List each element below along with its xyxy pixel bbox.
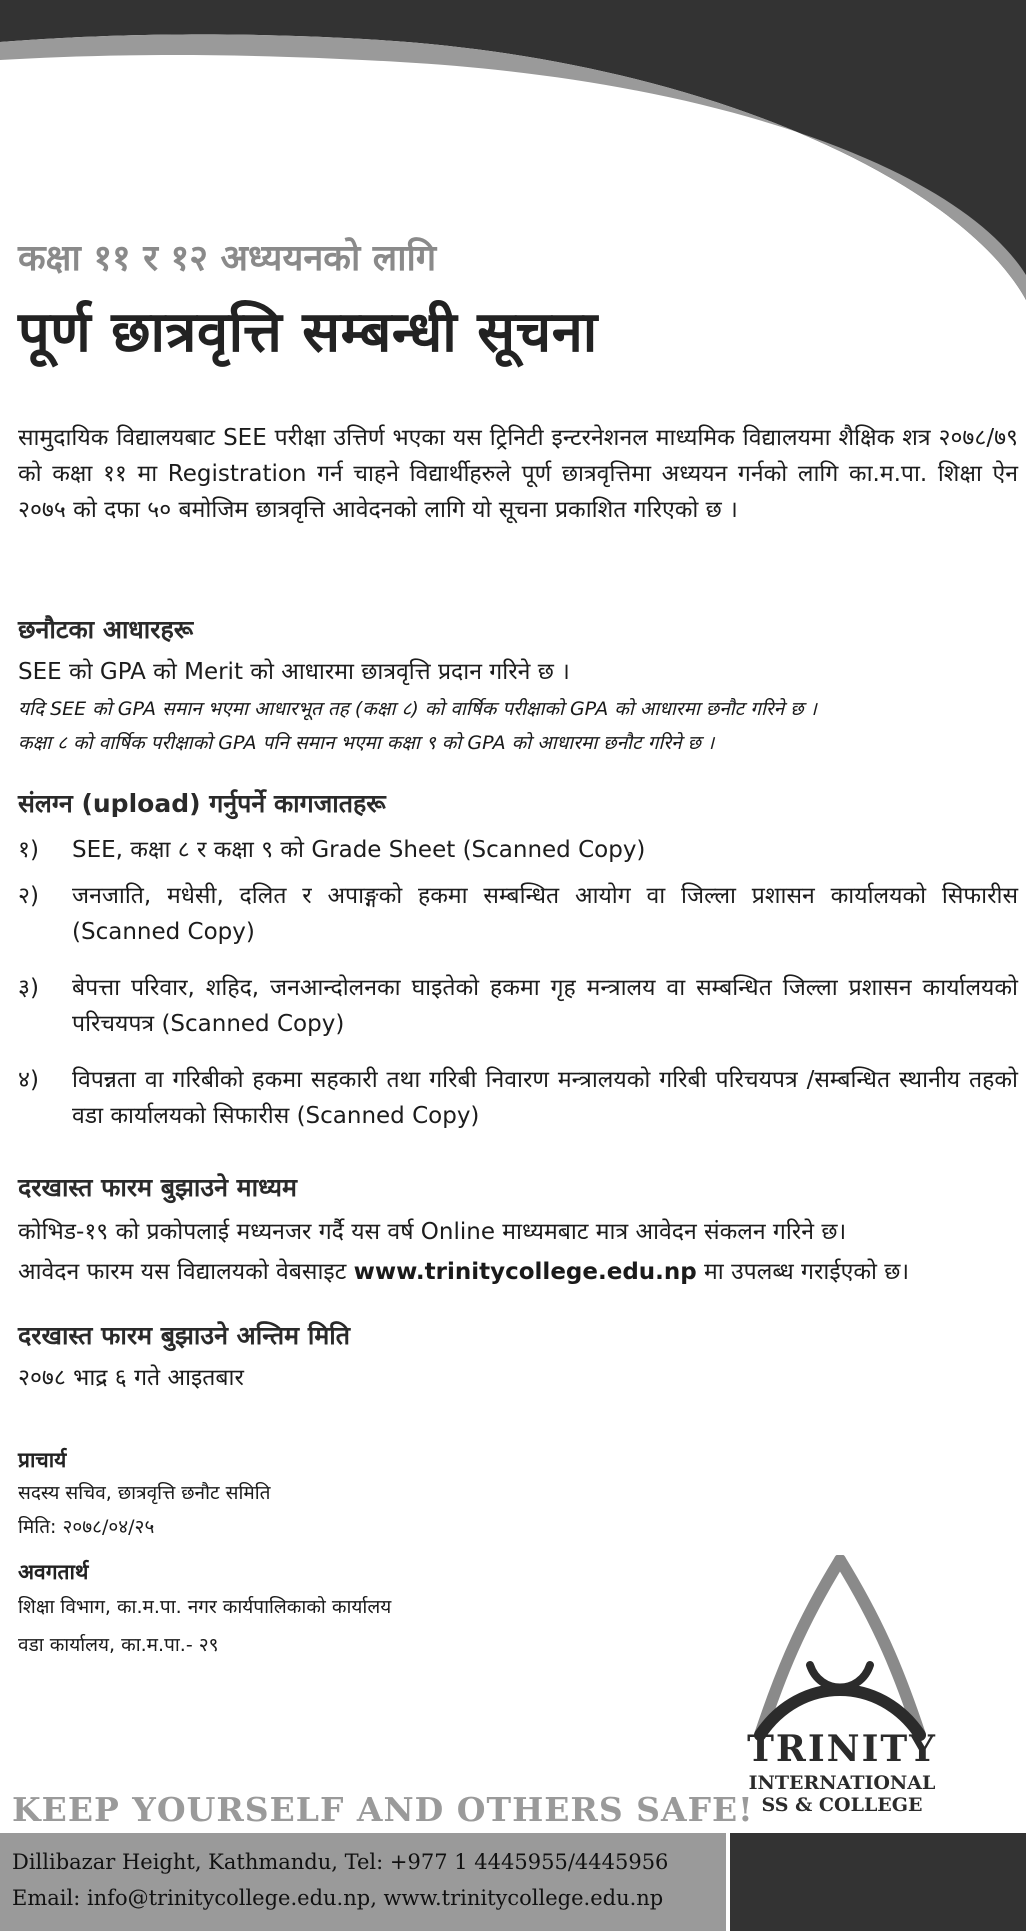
footer-address: Dillibazar Height, Kathmandu, Tel: +977 1 4445955/4445956 (12, 1850, 669, 1874)
submission-heading: दरखास्त फारम बुझाउने माध्यम (18, 1173, 297, 1202)
signature-date: मिति: २०७८/०४/२५ (18, 1516, 155, 1538)
trinity-knot-icon (740, 1555, 940, 1745)
deadline-date: २०७८ भाद्र ६ गते आइतबार (18, 1365, 244, 1391)
safety-slogan: KEEP YOURSELF AND OTHERS SAFE! (12, 1790, 754, 1829)
document-item-text: जनजाति, मधेसी, दलित र अपाङ्गको हकमा सम्बन्धित आयोग वा जिल्ला प्रशासन कार्यालयको सिफारीस (Scanned Copy) (72, 883, 1018, 945)
selection-heading: छनौटका आधारहरू (18, 615, 194, 644)
selection-note-2: कक्षा ८ को वार्षिक परीक्षाको GPA पनि समान भएमा कक्षा ९ को GPA को आधारमा छनौट गरिने छ । (18, 732, 715, 754)
signature-role: सदस्य सचिव, छात्रवृत्ति छनौट समिति (18, 1482, 271, 1504)
document-item-number: ४) (18, 1067, 39, 1093)
deadline-heading: दरखास्त फारम बुझाउने अन्तिम मिति (18, 1321, 350, 1350)
website-link[interactable]: www.trinitycollege.edu.np (353, 1259, 697, 1285)
signature-title: प्राचार्य (18, 1448, 67, 1472)
document-item-text: SEE, कक्षा ८ र कक्षा ९ को Grade Sheet (Scanned Copy) (72, 837, 646, 863)
logo-line-3: SS & COLLEGE (761, 1794, 923, 1816)
document-item-number: १) (18, 837, 39, 863)
selection-line: SEE को GPA को Merit को आधारमा छात्रवृत्ति प्रदान गरिने छ । (18, 659, 570, 685)
submission-line-2-post: मा उपलब्ध गराईएको छ। (704, 1259, 910, 1285)
submission-line-1: कोभिड-१९ को प्रकोपलाई मध्यनजर गर्दै यस वर्ष Online माध्यमबाट मात्र आवेदन संकलन गरिने छ। (18, 1219, 847, 1245)
cc-heading: अवगतार्थ (18, 1560, 89, 1584)
notice-title: पूर्ण छात्रवृत्ति सम्बन्धी सूचना (18, 300, 598, 365)
document-item (18, 1062, 1018, 1134)
document-item-text: विपन्नता वा गरिबीको हकमा सहकारी तथा गरिबी निवारण मन्त्रालयको गरिबी परिचयपत्र /सम्बन्धित स्थानीय तहको वडा कार्यालयको सिफारीस (Scanned Copy) (72, 1067, 1018, 1129)
document-item (18, 878, 1018, 950)
footer-contact-band (0, 1833, 726, 1931)
footer-dark-band (730, 1833, 1026, 1931)
submission-line-2-pre: आवेदन फारम यस विद्यालयको वेबसाइट (18, 1259, 347, 1285)
selection-note-1: यदि SEE को GPA समान भएमा आधारभूत तह (कक्षा ८) को वार्षिक परीक्षाको GPA को आधारमा छनौट गरिने छ । (18, 698, 817, 720)
notice-subtitle: कक्षा ११ र १२ अध्ययनको लागि (18, 238, 437, 279)
logo-line-2: INTERNATIONAL (748, 1772, 936, 1794)
document-item-text: बेपत्ता परिवार, शहिद, जनआन्दोलनका घाइतेको हकमा गृह मन्त्रालय वा सम्बन्धित जिल्ला प्रशासन कार्यालयको परिचयपत्र (Scanned Copy) (72, 975, 1018, 1037)
cc-line-2: वडा कार्यालय, का.म.पा.- २९ (18, 1634, 219, 1656)
documents-heading: संलग्न (upload) गर्नुपर्ने कागजातहरू (18, 789, 386, 818)
footer-contact: Email: info@trinitycollege.edu.np, www.trinitycollege.edu.np (12, 1886, 664, 1910)
logo-name: TRINITY (747, 1728, 937, 1770)
document-item-number: २) (18, 883, 39, 909)
submission-line-2 (18, 1254, 1018, 1290)
document-item (18, 832, 1018, 868)
document-item-number: ३) (18, 975, 39, 1001)
document-item (18, 970, 1018, 1042)
cc-line-1: शिक्षा विभाग, का.म.पा. नगर कार्यपालिकाको कार्यालय (18, 1596, 392, 1618)
intro-paragraph: सामुदायिक विद्यालयबाट SEE परीक्षा उत्तिर्ण भएका यस ट्रिनिटी इन्टरनेशनल माध्यमिक विद्यालयमा शैक्षिक शत्र २०७८/७९ को कक्षा ११ मा Registration गर्न चाहने विद्यार्थीहरुले पूर्ण छात्रवृत्तिमा अध्ययन गर्नको लागि का.म.पा. शिक्षा ऐन २०७५ को दफा ५० बमोजिम छात्रवृत्ति आवेदनको लागि यो सूचना प्रकाशित गरिएको छ । (18, 425, 1018, 523)
